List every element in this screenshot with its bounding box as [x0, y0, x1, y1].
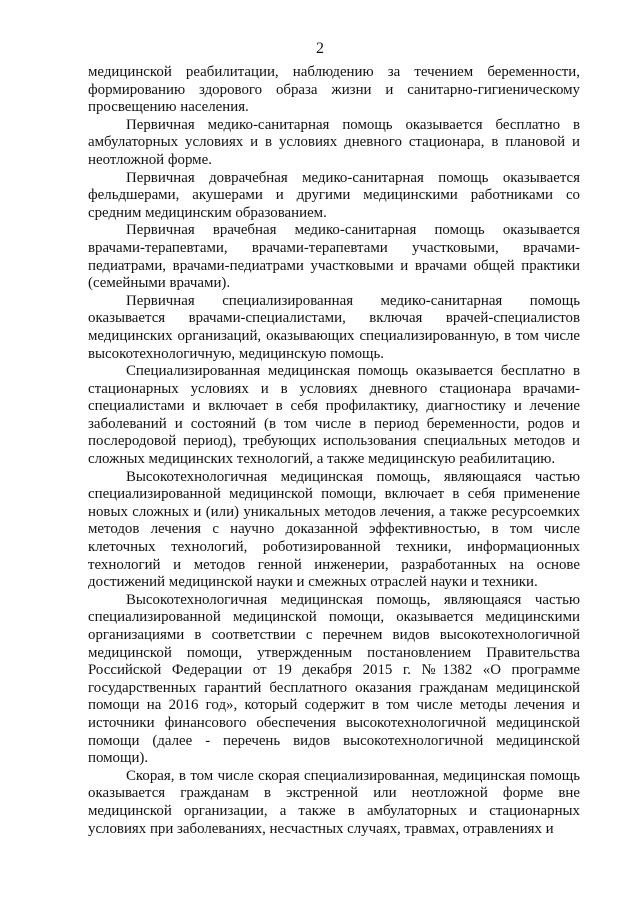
paragraph-specialized-primary-care: Первичная специализированная медико-санитарная помощь оказывается врачами-специалистами, включая врачей-специалистов медицинских организаций, оказывающих специализированную, в том числе высокотехнологичную, медицинскую помощь. — [88, 292, 580, 362]
paragraph-emergency-care: Скорая, в том числе скорая специализированная, медицинская помощь оказывается гражданам в экстренной или неотложной форме вне медицинской организации, а также в амбулаторных и стационарных условиях при заболеваниях, несчастных случаях, травмах, отравлениях и — [88, 767, 580, 837]
document-body — [88, 64, 580, 838]
paragraph-doctor-care: Первичная врачебная медико-санитарная помощь оказывается врачами-терапевтами, врачами-терапевтами участковыми, врачами-педиатрами, врачами-педиатрами участковыми и врачами общей практики (семейными врачами). — [88, 222, 580, 292]
paragraph-pre-doctor-care: Первичная доврачебная медико-санитарная помощь оказывается фельдшерами, акушерами и другими медицинскими работниками со средним медицинским образованием. — [88, 169, 580, 221]
paragraph-high-tech-care-provision: Высокотехнологичная медицинская помощь, являющаяся частью специализированной медицинской помощи, оказывается медицинскими организациями в соответствии с перечнем видов высокотехнологичной медицинской помощи, утвержденным постановлением Правительства Российской Федерации от 19 декабря 2015 г. №1382 «О программе государственных гарантий бесплатного оказания гражданам медицинской помощи на 2016 год», который содержит в том числе методы лечения и источники финансового обеспечения высокотехнологичной медицинской помощи (далее - перечень видов высокотехнологичной медицинской помощи). — [88, 591, 580, 767]
page-number: 2 — [316, 40, 324, 57]
paragraph-primary-care: Первичная медико-санитарная помощь оказывается бесплатно в амбулаторных условиях и в условиях дневного стационара, в плановой и неотложной форме. — [88, 116, 580, 168]
paragraph-high-tech-care-definition: Высокотехнологичная медицинская помощь, являющаяся частью специализированной медицинской помощи, включает в себя применение новых сложных и (или) уникальных методов лечения, а также ресурсоемких методов лечения с научно доказанной эффективностью, в том числе клеточных технологий, роботизированной техники, информационных технологий и методов генной инженерии, разработанных на основе достижений медицинской науки и смежных отраслей науки и техники. — [88, 468, 580, 591]
paragraph-specialized-care: Специализированная медицинская помощь оказывается бесплатно в стационарных условиях и в условиях дневного стационара врачами-специалистами и включает в себя профилактику, диагностику и лечение заболеваний и состояний (в том числе в период беременности, родов и послеродовой период), требующих использования специальных методов и сложных медицинских технологий, а также медицинскую реабилитацию. — [88, 363, 580, 468]
paragraph-continuation: медицинской реабилитации, наблюдению за течением беременности, формированию здорового образа жизни и санитарно-гигиеническому просвещению населения. — [88, 64, 580, 116]
